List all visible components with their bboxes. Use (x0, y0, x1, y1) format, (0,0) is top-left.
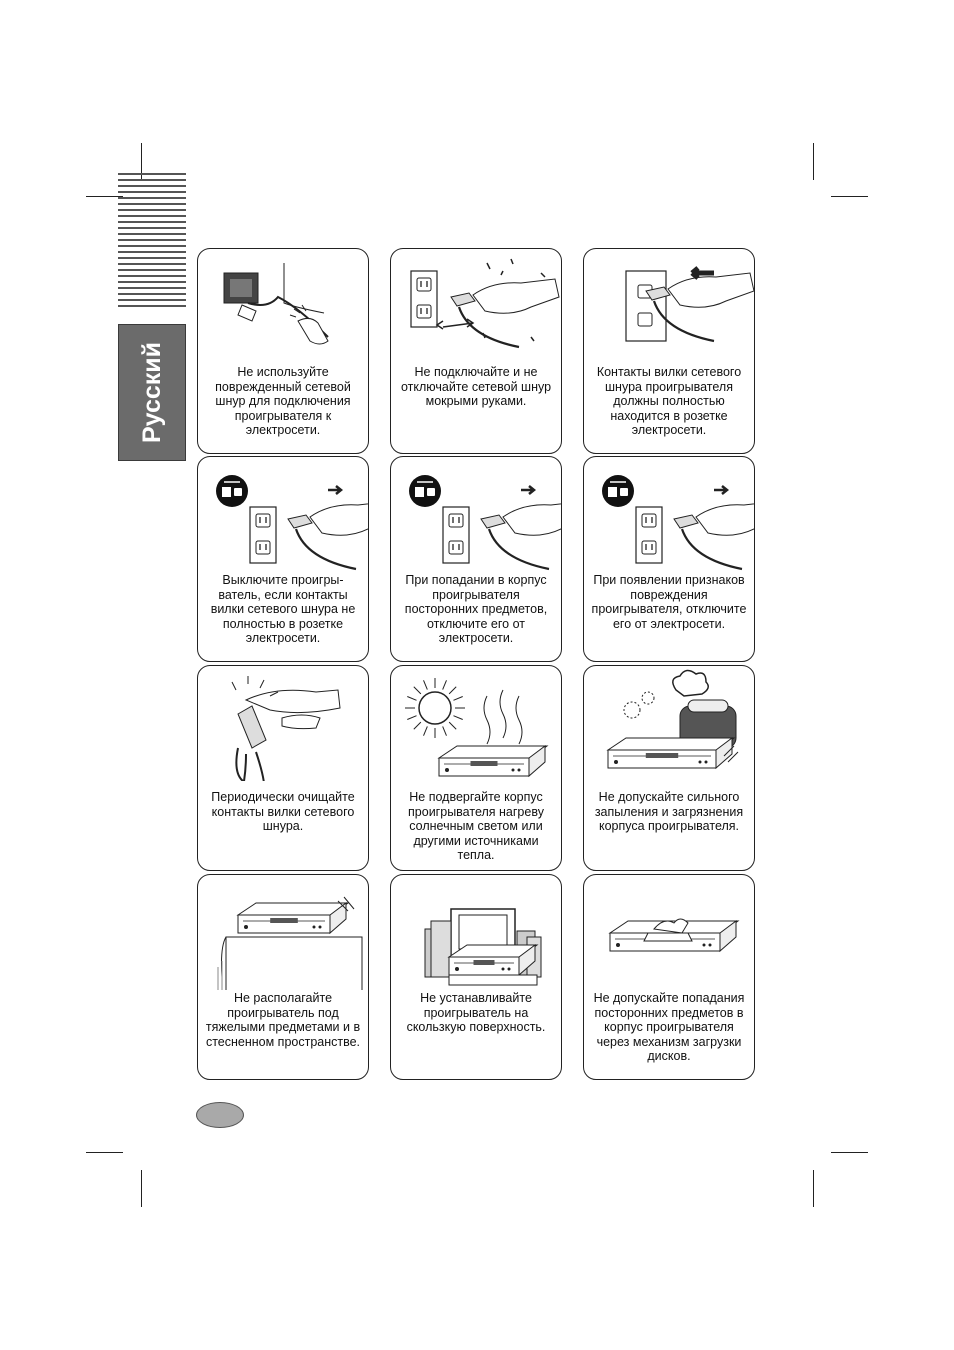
crop-mark (813, 1170, 814, 1207)
clean-plug-icon (198, 666, 368, 781)
safety-card-caption: Не подключайте и не отключайте сетевой шнур мокрыми руками. (400, 365, 552, 409)
slippery-surface-icon (391, 875, 561, 990)
unplug-icon (391, 457, 561, 572)
safety-card-caption: Выключите проигры- ватель, если контакты вилки сетевого шнура не полностью в розетке электросети. (210, 573, 356, 646)
safety-card-caption: Периодически очищайте контакты вилки сетевого шнура. (211, 790, 355, 834)
language-tab-label: Русский (137, 341, 166, 444)
safety-card-caption: Не используйте поврежденный сетевой шнур для подключения проигрывателя к электросети. (215, 365, 351, 438)
safety-card (197, 874, 369, 1080)
safety-card-caption: Не устанавливайте проигрыватель на скользкую поверхность. (406, 991, 546, 1035)
safety-card (390, 248, 562, 454)
safety-card (197, 665, 369, 871)
crop-mark (831, 196, 868, 197)
safety-card-caption: При появлении признаков повреждения проигрывателя, отключите его от электросети. (591, 573, 747, 631)
dust-humidity-icon (584, 666, 754, 781)
safety-card (583, 665, 755, 871)
safety-card-caption: Не подвергайте корпус проигрывателя нагреву солнечным светом или другими источниками тепла. (408, 790, 544, 863)
safety-card-caption: При попадании в корпус проигрывателя посторонних предметов, отключите его от электросети. (404, 573, 548, 646)
damaged-cord-icon (198, 249, 368, 364)
safety-card (390, 456, 562, 662)
unplug-icon (584, 457, 754, 572)
safety-card (390, 874, 562, 1080)
foreign-objects-tray-icon (584, 875, 754, 990)
plug-fully-inserted-icon (584, 249, 754, 364)
safety-card-caption: Не допускайте сильного запыления и загрязнения корпуса проигрывателя. (594, 790, 744, 834)
language-tab (118, 324, 186, 461)
safety-card (197, 456, 369, 662)
safety-card (583, 874, 755, 1080)
safety-card (583, 456, 755, 662)
crop-mark (86, 1152, 123, 1153)
heavy-objects-icon (198, 875, 368, 990)
safety-card-caption: Контакты вилки сетевого шнура проигрывателя должны полностью находится в розетке электросети. (596, 365, 742, 438)
safety-card (390, 665, 562, 871)
wet-hands-plug-icon (391, 249, 561, 364)
page-number-badge (196, 1102, 244, 1128)
crop-mark (831, 1152, 868, 1153)
sun-heat-icon (391, 666, 561, 781)
safety-card (197, 248, 369, 454)
unplug-icon (198, 457, 368, 572)
safety-card-caption: Не располагайте проигрыватель под тяжелыми предметами и в стесненном пространстве. (205, 991, 361, 1049)
crop-mark (813, 143, 814, 180)
safety-card-caption: Не допускайте попадания посторонних предметов в корпус проигрывателя через механизм загрузки дисков. (593, 991, 745, 1064)
decorative-stripes (118, 173, 186, 313)
crop-mark (141, 1170, 142, 1207)
safety-card (583, 248, 755, 454)
